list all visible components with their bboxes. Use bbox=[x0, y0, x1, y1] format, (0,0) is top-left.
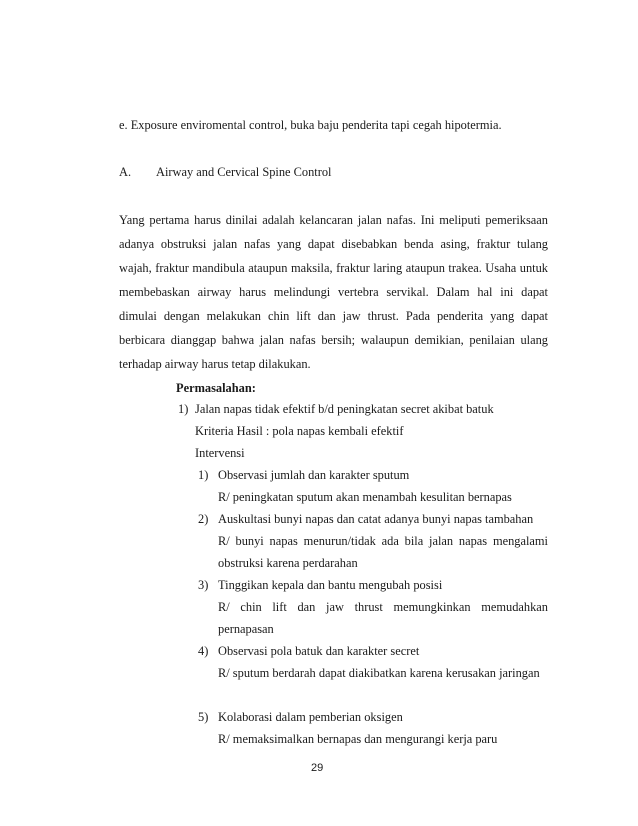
problems-heading: Permasalahan: bbox=[176, 381, 256, 395]
rationale-text: R/ memaksimalkan bernapas dan mengurangi kerja paru bbox=[218, 732, 498, 746]
paragraph-line: membebaskan airway harus melindungi vertebra servikal. Dalam hal ini dapat bbox=[119, 285, 548, 299]
problem-text: Jalan napas tidak efektif b/d peningkatan secret akibat batuk bbox=[195, 402, 494, 416]
intervention-label: Intervensi bbox=[195, 446, 245, 460]
intervention-text: Tinggikan kepala dan bantu mengubah posisi bbox=[218, 578, 443, 592]
paragraph-line: adanya obstruksi jalan nafas yang dapat disebabkan benda asing, fraktur tulang bbox=[119, 237, 548, 251]
intervention-number: 3) bbox=[198, 578, 209, 592]
intervention-number: 4) bbox=[198, 644, 209, 658]
rationale-text: R/ bunyi napas menurun/tidak ada bila jalan napas mengalami bbox=[218, 534, 548, 548]
intervention-text: Kolaborasi dalam pemberian oksigen bbox=[218, 710, 403, 724]
intervention-text: Observasi jumlah dan karakter sputum bbox=[218, 468, 410, 482]
criteria-text: Kriteria Hasil : pola napas kembali efektif bbox=[195, 424, 404, 438]
paragraph-line: dimulai dengan melakukan chin lift dan jaw thrust. Pada penderita yang dapat bbox=[119, 309, 548, 323]
paragraph-line: berbicara dianggap bahwa jalan nafas bersih; walaupun demikian, penilaian ulang bbox=[119, 333, 548, 347]
section-number: A. bbox=[119, 165, 132, 179]
page-number: 29 bbox=[311, 762, 324, 774]
intervention-number: 2) bbox=[198, 512, 209, 526]
paragraph-line: wajah, fraktur mandibula ataupun maksila, fraktur laring ataupun trakea. Usaha untuk bbox=[119, 261, 548, 275]
rationale-text: R/ chin lift dan jaw thrust memungkinkan memudahkan bbox=[218, 600, 548, 614]
paragraph-line: terhadap airway harus tetap dilakukan. bbox=[119, 357, 311, 371]
rationale-text: R/ sputum berdarah dapat diakibatkan karena kerusakan jaringan bbox=[218, 666, 540, 680]
problem-number: 1) bbox=[178, 402, 189, 416]
intervention-number: 5) bbox=[198, 710, 209, 724]
intervention-text: Observasi pola batuk dan karakter secret bbox=[218, 644, 420, 658]
intervention-number: 1) bbox=[198, 468, 209, 482]
rationale-text: R/ peningkatan sputum akan menambah kesulitan bernapas bbox=[218, 490, 512, 504]
rationale-text: pernapasan bbox=[218, 622, 274, 636]
exposure-line: e. Exposure enviromental control, buka baju penderita tapi cegah hipotermia. bbox=[119, 118, 502, 132]
paragraph-line: Yang pertama harus dinilai adalah kelancaran jalan nafas. Ini meliputi pemeriksaan bbox=[119, 213, 548, 227]
intervention-text: Auskultasi bunyi napas dan catat adanya bunyi napas tambahan bbox=[218, 512, 534, 526]
rationale-text: obstruksi karena perdarahan bbox=[218, 556, 358, 570]
section-title: Airway and Cervical Spine Control bbox=[156, 165, 332, 179]
